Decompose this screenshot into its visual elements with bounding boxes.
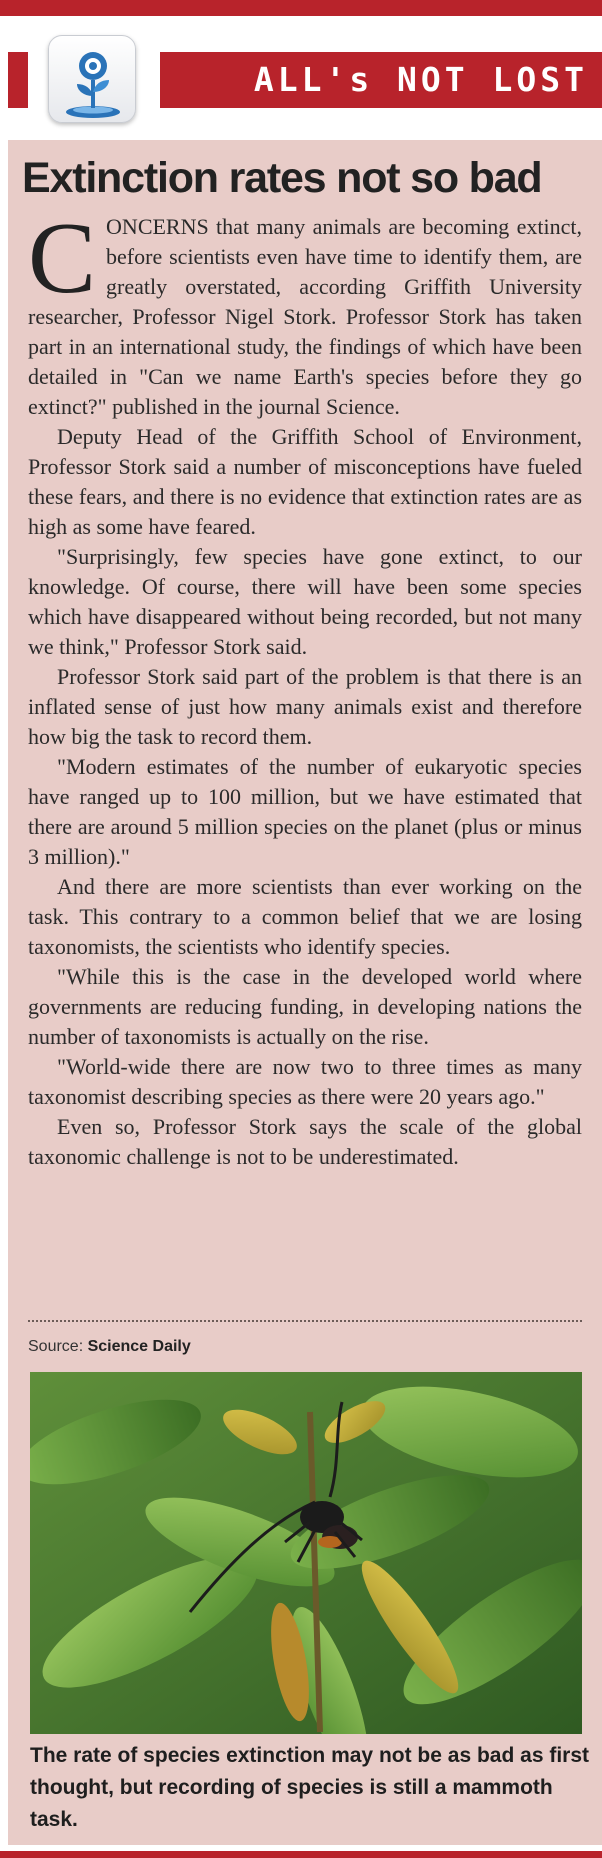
article-headline: Extinction rates not so bad (22, 154, 542, 202)
photo-caption: The rate of species extinction may not be as bad as first thought, but recording of species is still a mammoth task. (30, 1744, 590, 1831)
article-paragraph: Professor Stork said part of the problem is that there is an inflated sense of just how many animals exist and therefore how big the task to record them. (28, 664, 582, 749)
header-left-tab (8, 52, 28, 108)
article-paragraph: "Modern estimates of the number of eukaryotic species have ranged up to 100 million, but we have estimated that there are around 5 million species on the planet (plus or minus 3 million)." (28, 754, 582, 869)
section-header (0, 30, 602, 130)
article-paragraph: And there are more scientists than ever working on the task. This contrary to a common belief that we are losing taxonomists, the scientists who identify species. (28, 874, 582, 959)
article-paragraph-text: ONCERNS that many animals are becoming extinct, before scientists even have time to identify them, are greatly overstated, according Griffith University researcher, Professor Nigel Stork. Professor Stork has taken part in an international study, the findings of which have been detailed in "Can we name Earth's species before they go extinct?" published in the journal Science. (28, 214, 582, 419)
drop-cap: C (28, 202, 97, 315)
bottom-rule (0, 1851, 602, 1858)
top-rule (0, 0, 602, 16)
beetle-on-leaves-photo (30, 1372, 582, 1734)
source-line (28, 1338, 191, 1356)
section-title: ALL's NOT LOST (253, 60, 588, 99)
source-label: Source: (28, 1338, 84, 1355)
article-paragraph: "While this is the case in the developed world where governments are reducing funding, in developing nations the number of taxonomists is actually on the rise. (28, 964, 582, 1049)
article-paragraph: Deputy Head of the Griffith School of Environment, Professor Stork said a number of misconceptions have fueled these fears, and there is no evidence that extinction rates are as high as some have feared. (28, 424, 582, 539)
article-paragraph (28, 202, 582, 422)
article-paragraph: Even so, Professor Stork says the scale of the global taxonomic challenge is not to be underestimated. (28, 1114, 582, 1169)
source-name: Science Daily (87, 1338, 191, 1355)
dotted-divider (28, 1320, 582, 1322)
article-paragraph: "Surprisingly, few species have gone extinct, to our knowledge. Of course, there will have been some species which have disappeared without being recorded, but not many we think," Professor Stork said. (28, 544, 582, 659)
article-body (28, 202, 582, 1172)
plant-seedling-icon (48, 35, 136, 123)
article-paragraph: "World-wide there are now two to three times as many taxonomist describing species as there were 20 years ago." (28, 1054, 582, 1109)
header-title-band (160, 52, 602, 108)
